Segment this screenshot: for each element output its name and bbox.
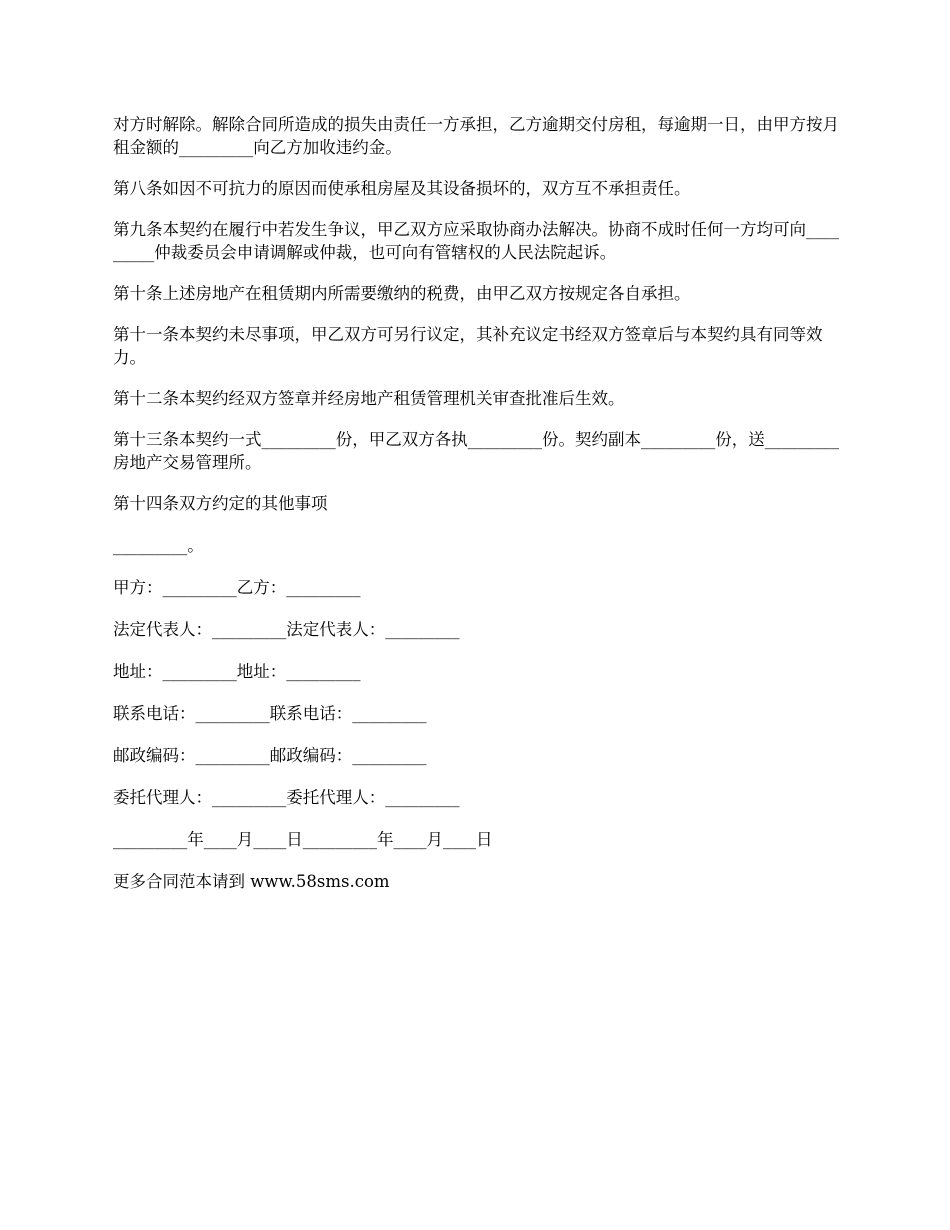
signature-date-line: _________年____月____日_________年____月____日 <box>113 830 493 849</box>
signature-postcode-line: 邮政编码：_________邮政编码：_________ <box>113 746 427 765</box>
clause-14: 第十四条双方约定的其他事项 <box>113 494 328 513</box>
clause-12: 第十二条本契约经双方签章并经房地产租赁管理机关审查批准后生效。 <box>113 389 625 408</box>
signature-address-line: 地址：_________地址：_________ <box>113 662 361 681</box>
signature-phone-line: 联系电话：_________联系电话：_________ <box>113 704 427 723</box>
signature-party-line: 甲方：_________乙方：_________ <box>113 578 361 597</box>
document-page <box>113 113 843 893</box>
signature-legal-rep-line: 法定代表人：_________法定代表人：_________ <box>113 620 460 639</box>
clause-8: 第八条如因不可抗力的原因而使承租房屋及其设备损坏的，双方互不承担责任。 <box>113 179 691 198</box>
clause-14-blank: _________。 <box>113 536 204 555</box>
signature-agent-line: 委托代理人：_________委托代理人：_________ <box>113 788 460 807</box>
clause-13: 第十三条本契约一式_________份，甲乙双方各执_________份。契约副本_________份，送_________房地产交易管理所。 <box>113 430 839 472</box>
footer-more-templates: 更多合同范本请到 www.58sms.com <box>113 872 390 891</box>
clause-penalty-continued: 对方时解除。解除合同所造成的损失由责任一方承担，乙方逾期交付房租，每逾期一日，由甲方按月租金额的_________向乙方加收违约金。 <box>113 115 839 157</box>
clause-9: 第九条本契约在履行中若发生争议，甲乙双方应采取协商办法解决。协商不成时任何一方均可向_________仲裁委员会申请调解或仲裁，也可向有管辖权的人民法院起诉。 <box>113 220 839 262</box>
clause-11: 第十一条本契约未尽事项，甲乙双方可另行议定，其补充议定书经双方签章后与本契约具有同等效力。 <box>113 325 823 367</box>
clause-10: 第十条上述房地产在租赁期内所需要缴纳的税费，由甲乙双方按规定各自承担。 <box>113 284 691 303</box>
